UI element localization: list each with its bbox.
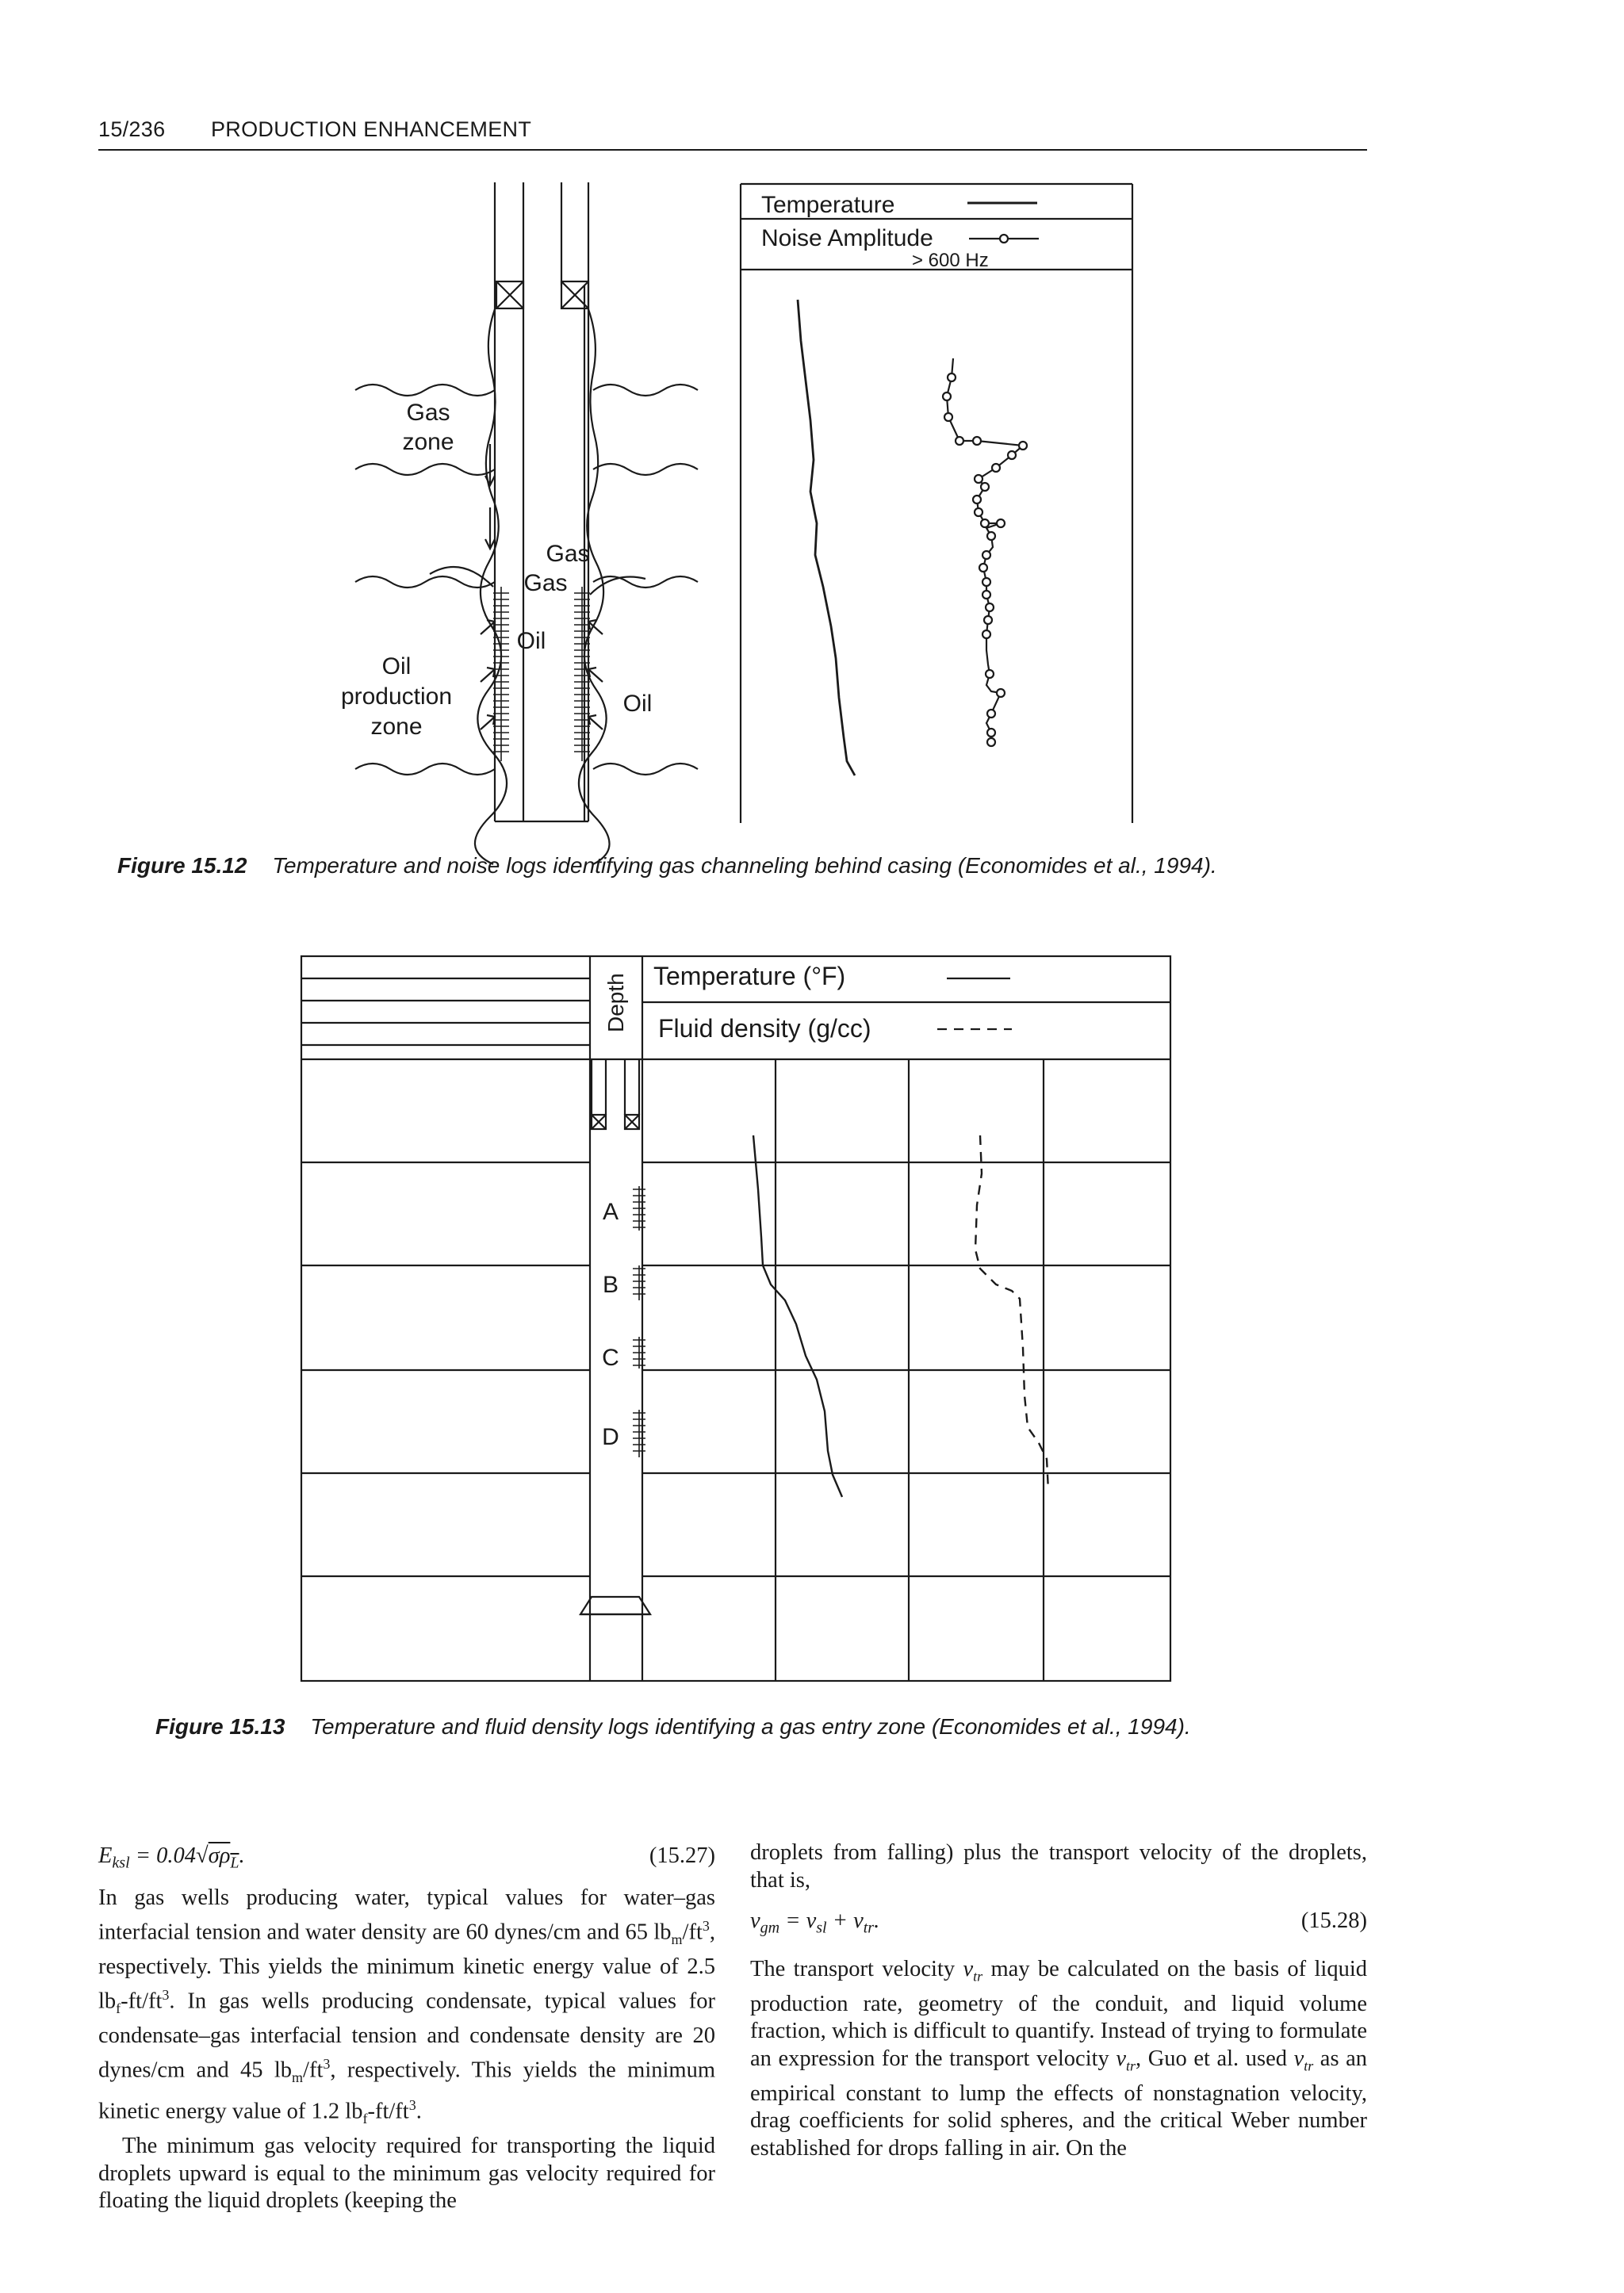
zone-label-b: B [602,1272,619,1298]
label-oil-a: Oil [516,628,546,654]
legend-noise-band: > 600 Hz [912,250,989,271]
caption-15-13-text: Temperature and fluid density logs identifying a gas entry zone (Economides et al., 1994). [310,1714,1191,1739]
caption-15-13-number: Figure 15.13 [155,1714,285,1739]
label-oil-b: Oil [622,691,653,717]
zone-label-c: C [602,1345,619,1371]
label-gas-zone-1: Gas [406,400,450,426]
depth-label: Depth [603,973,628,1032]
legend-temperature: Temperature [761,192,895,218]
zone-label-a: A [602,1199,619,1225]
log-grid-15-13 [301,956,1170,1681]
equation-15-28-body: $v_{gm} = v_{sl} + v_{tr}$. [750,1908,880,1937]
caption-15-12-text: Temperature and noise logs identifying gas channeling behind casing (Economides et al., 1994). [272,853,1217,878]
section-title: PRODUCTION ENHANCEMENT [211,117,532,141]
page-number: 15/236 [98,117,166,141]
left-paragraph-2: The minimum gas velocity required for transporting the liquid droplets upward is equal to the minimum gas velocity required for floating the liquid droplets (keeping the [98,2133,715,2214]
label-oil-zone-3: zone [370,714,423,740]
right-paragraph-1: droplets from falling) plus the transport velocity of the droplets, that is, [750,1840,1367,1893]
equation-15-28 [750,1908,1367,1942]
label-oil-zone-1: Oil [381,653,412,679]
label-gas-zone-2: zone [402,429,454,455]
equation-15-27-body: $E_{ksl} = 0.04√\sigma\rho_L$. [98,1843,245,1872]
left-paragraph-1: In gas wells producing water, typical values for water–gas interfacial tension and water density are 60 dynes/cm and 65 $lb_m/ft^3$, respectively. This yields the minimum kinetic energy value of 2.5 $lb_f-ft/ft^3$. In gas wells producing condensate, typical values for condensate–gas interfacial tension and condensate density are 20 dynes/cm and 45 $lb_m/ft^3$, respectively. This yields the minimum kinetic energy value of 1.2 $lb_f-ft/ft^3$. [98,1885,715,2127]
equation-15-27 [98,1843,715,1877]
left-column [98,1838,715,2215]
label-gas-a: Gas [546,541,590,567]
right-paragraph-2: The transport velocity $v_{tr}$ may be calculated on the basis of liquid production rate, geometry of the conduit, and liquid volume fraction, which is difficult to quantify. Instead of trying to formulate an expression for the transport velocity $v_{tr}$, Guo et al. used $v_{tr}$ as an empirical constant to lump the effects of nonstagnation velocity, drag coefficients for solid spheres, and the critical Weber number established for drops falling in air. On the [750,1957,1368,2161]
legend-fluid-density: Fluid density (g/cc) [658,1014,871,1043]
caption-15-13 [155,1714,1191,1740]
label-gas-b: Gas [523,570,568,596]
legend-noise: Noise Amplitude [761,225,933,251]
caption-15-12-number: Figure 15.12 [117,853,247,878]
legend-temperature-f: Temperature (°F) [653,962,846,990]
equation-15-27-number: (15.27) [649,1843,715,1868]
right-column [750,1839,1367,2163]
zone-label-d: D [602,1424,619,1450]
label-oil-zone-2: production [340,683,453,710]
equation-15-28-number: (15.28) [1300,1908,1367,1933]
